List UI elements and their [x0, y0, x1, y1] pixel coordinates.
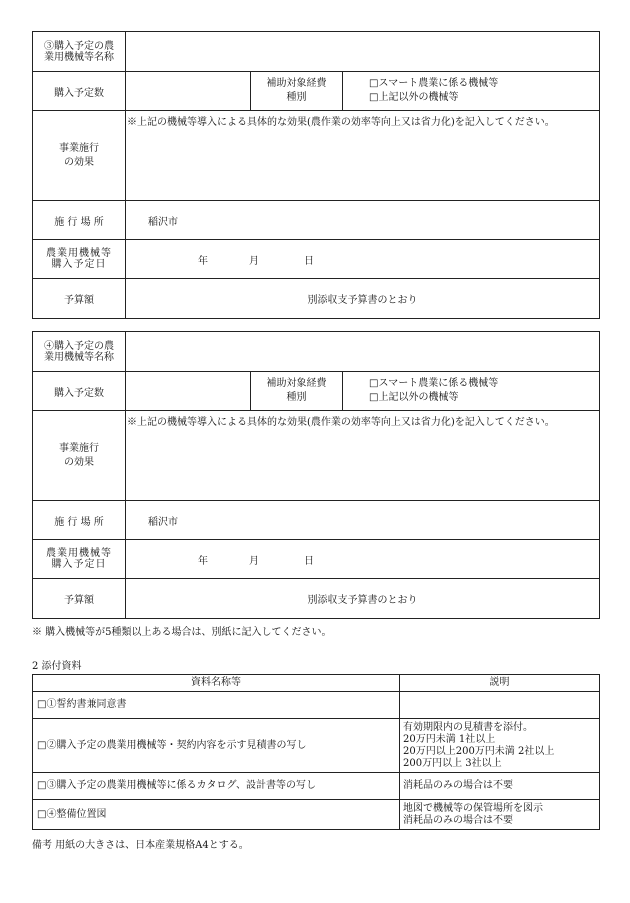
- header-description: 説明: [400, 675, 600, 692]
- effect-input[interactable]: [126, 111, 600, 201]
- effect-note: ※上記の機械等導入による具体的な効果(農作業の効率等向上又は省力化)を記入してください。: [127, 117, 555, 128]
- subsidy-options: [343, 72, 600, 111]
- budget-label: 予算額: [33, 279, 126, 319]
- machine-table-3: [32, 31, 600, 319]
- budget-value: 別添収支予算書のとおり: [126, 579, 600, 619]
- subsidy-option-other[interactable]: □上記以外の機械等: [369, 392, 459, 403]
- effect-note: ※上記の機械等導入による具体的な効果(農作業の効率等向上又は省力化)を記入してください。: [127, 417, 555, 428]
- header-document-name: 資料名称等: [33, 675, 400, 692]
- footnote: ※ 購入機械等が5種類以上ある場合は、別紙に記入してください。: [32, 627, 332, 638]
- location-label: 施 行 場 所: [33, 201, 126, 240]
- location-value: 稲沢市: [126, 501, 600, 540]
- date-month: 月: [249, 256, 259, 267]
- machine-name-input[interactable]: [126, 332, 600, 372]
- machine-name-label: ④購入予定の農業用機械等名称: [33, 332, 126, 372]
- effect-label: 事業施行の効果: [33, 111, 126, 201]
- quantity-input[interactable]: [126, 372, 251, 411]
- location-label: 施 行 場 所: [33, 501, 126, 540]
- machine-table-4: [32, 331, 600, 619]
- machine-name-label: ③購入予定の農業用機械等名称: [33, 32, 126, 72]
- attachment-item-1[interactable]: □①誓約書兼同意書: [33, 692, 400, 719]
- budget-value: 別添収支予算書のとおり: [126, 279, 600, 319]
- quantity-input[interactable]: [126, 72, 251, 111]
- subsidy-option-smart[interactable]: □スマート農業に係る機械等: [369, 378, 499, 389]
- machine-name-input[interactable]: [126, 32, 600, 72]
- attachment-item-3[interactable]: □③購入予定の農業用機械等に係るカタログ、設計書等の写し: [33, 773, 400, 800]
- date-year: 年: [198, 256, 208, 267]
- attachment-item-4[interactable]: □④整備位置図: [33, 800, 400, 830]
- attachment-item-2[interactable]: □②購入予定の農業用機械等・契約内容を示す見積書の写し: [33, 719, 400, 773]
- purchase-date-label: 農業用機械等購入予定日: [33, 540, 126, 579]
- effect-input[interactable]: [126, 411, 600, 501]
- subsidy-type-label: 補助対象経費種別: [251, 72, 343, 111]
- budget-label: 予算額: [33, 579, 126, 619]
- purchase-date-label: 農業用機械等購入予定日: [33, 240, 126, 279]
- subsidy-type-label: 補助対象経費種別: [251, 372, 343, 411]
- subsidy-option-other[interactable]: □上記以外の機械等: [369, 92, 459, 103]
- purchase-date-input[interactable]: [126, 540, 600, 579]
- date-day: 日: [304, 256, 314, 267]
- subsidy-options: [343, 372, 600, 411]
- subsidy-option-smart[interactable]: □スマート農業に係る機械等: [369, 78, 499, 89]
- location-value: 稲沢市: [126, 201, 600, 240]
- attachments-table: [32, 674, 600, 830]
- date-month: 月: [249, 556, 259, 567]
- attachment-desc-3: 消耗品のみの場合は不要: [400, 773, 600, 800]
- date-year: 年: [198, 556, 208, 567]
- purchase-date-input[interactable]: [126, 240, 600, 279]
- date-day: 日: [304, 556, 314, 567]
- quantity-label: 購入予定数: [33, 372, 126, 411]
- attachments-section-title: 2 添付資料: [32, 661, 82, 672]
- quantity-label: 購入予定数: [33, 72, 126, 111]
- attachment-desc-4: 地図で機械等の保管場所を図示 消耗品のみの場合は不要: [400, 800, 600, 830]
- remark: 備考 用紙の大きさは、日本産業規格A4とする。: [32, 840, 249, 851]
- attachment-desc-2: 有効期限内の見積書を添付。 20万円未満 1社以上 20万円以上200万円未満 2社以上 200万円以上 3社以上: [400, 719, 600, 773]
- attachment-desc-1: [400, 692, 600, 719]
- effect-label: 事業施行の効果: [33, 411, 126, 501]
